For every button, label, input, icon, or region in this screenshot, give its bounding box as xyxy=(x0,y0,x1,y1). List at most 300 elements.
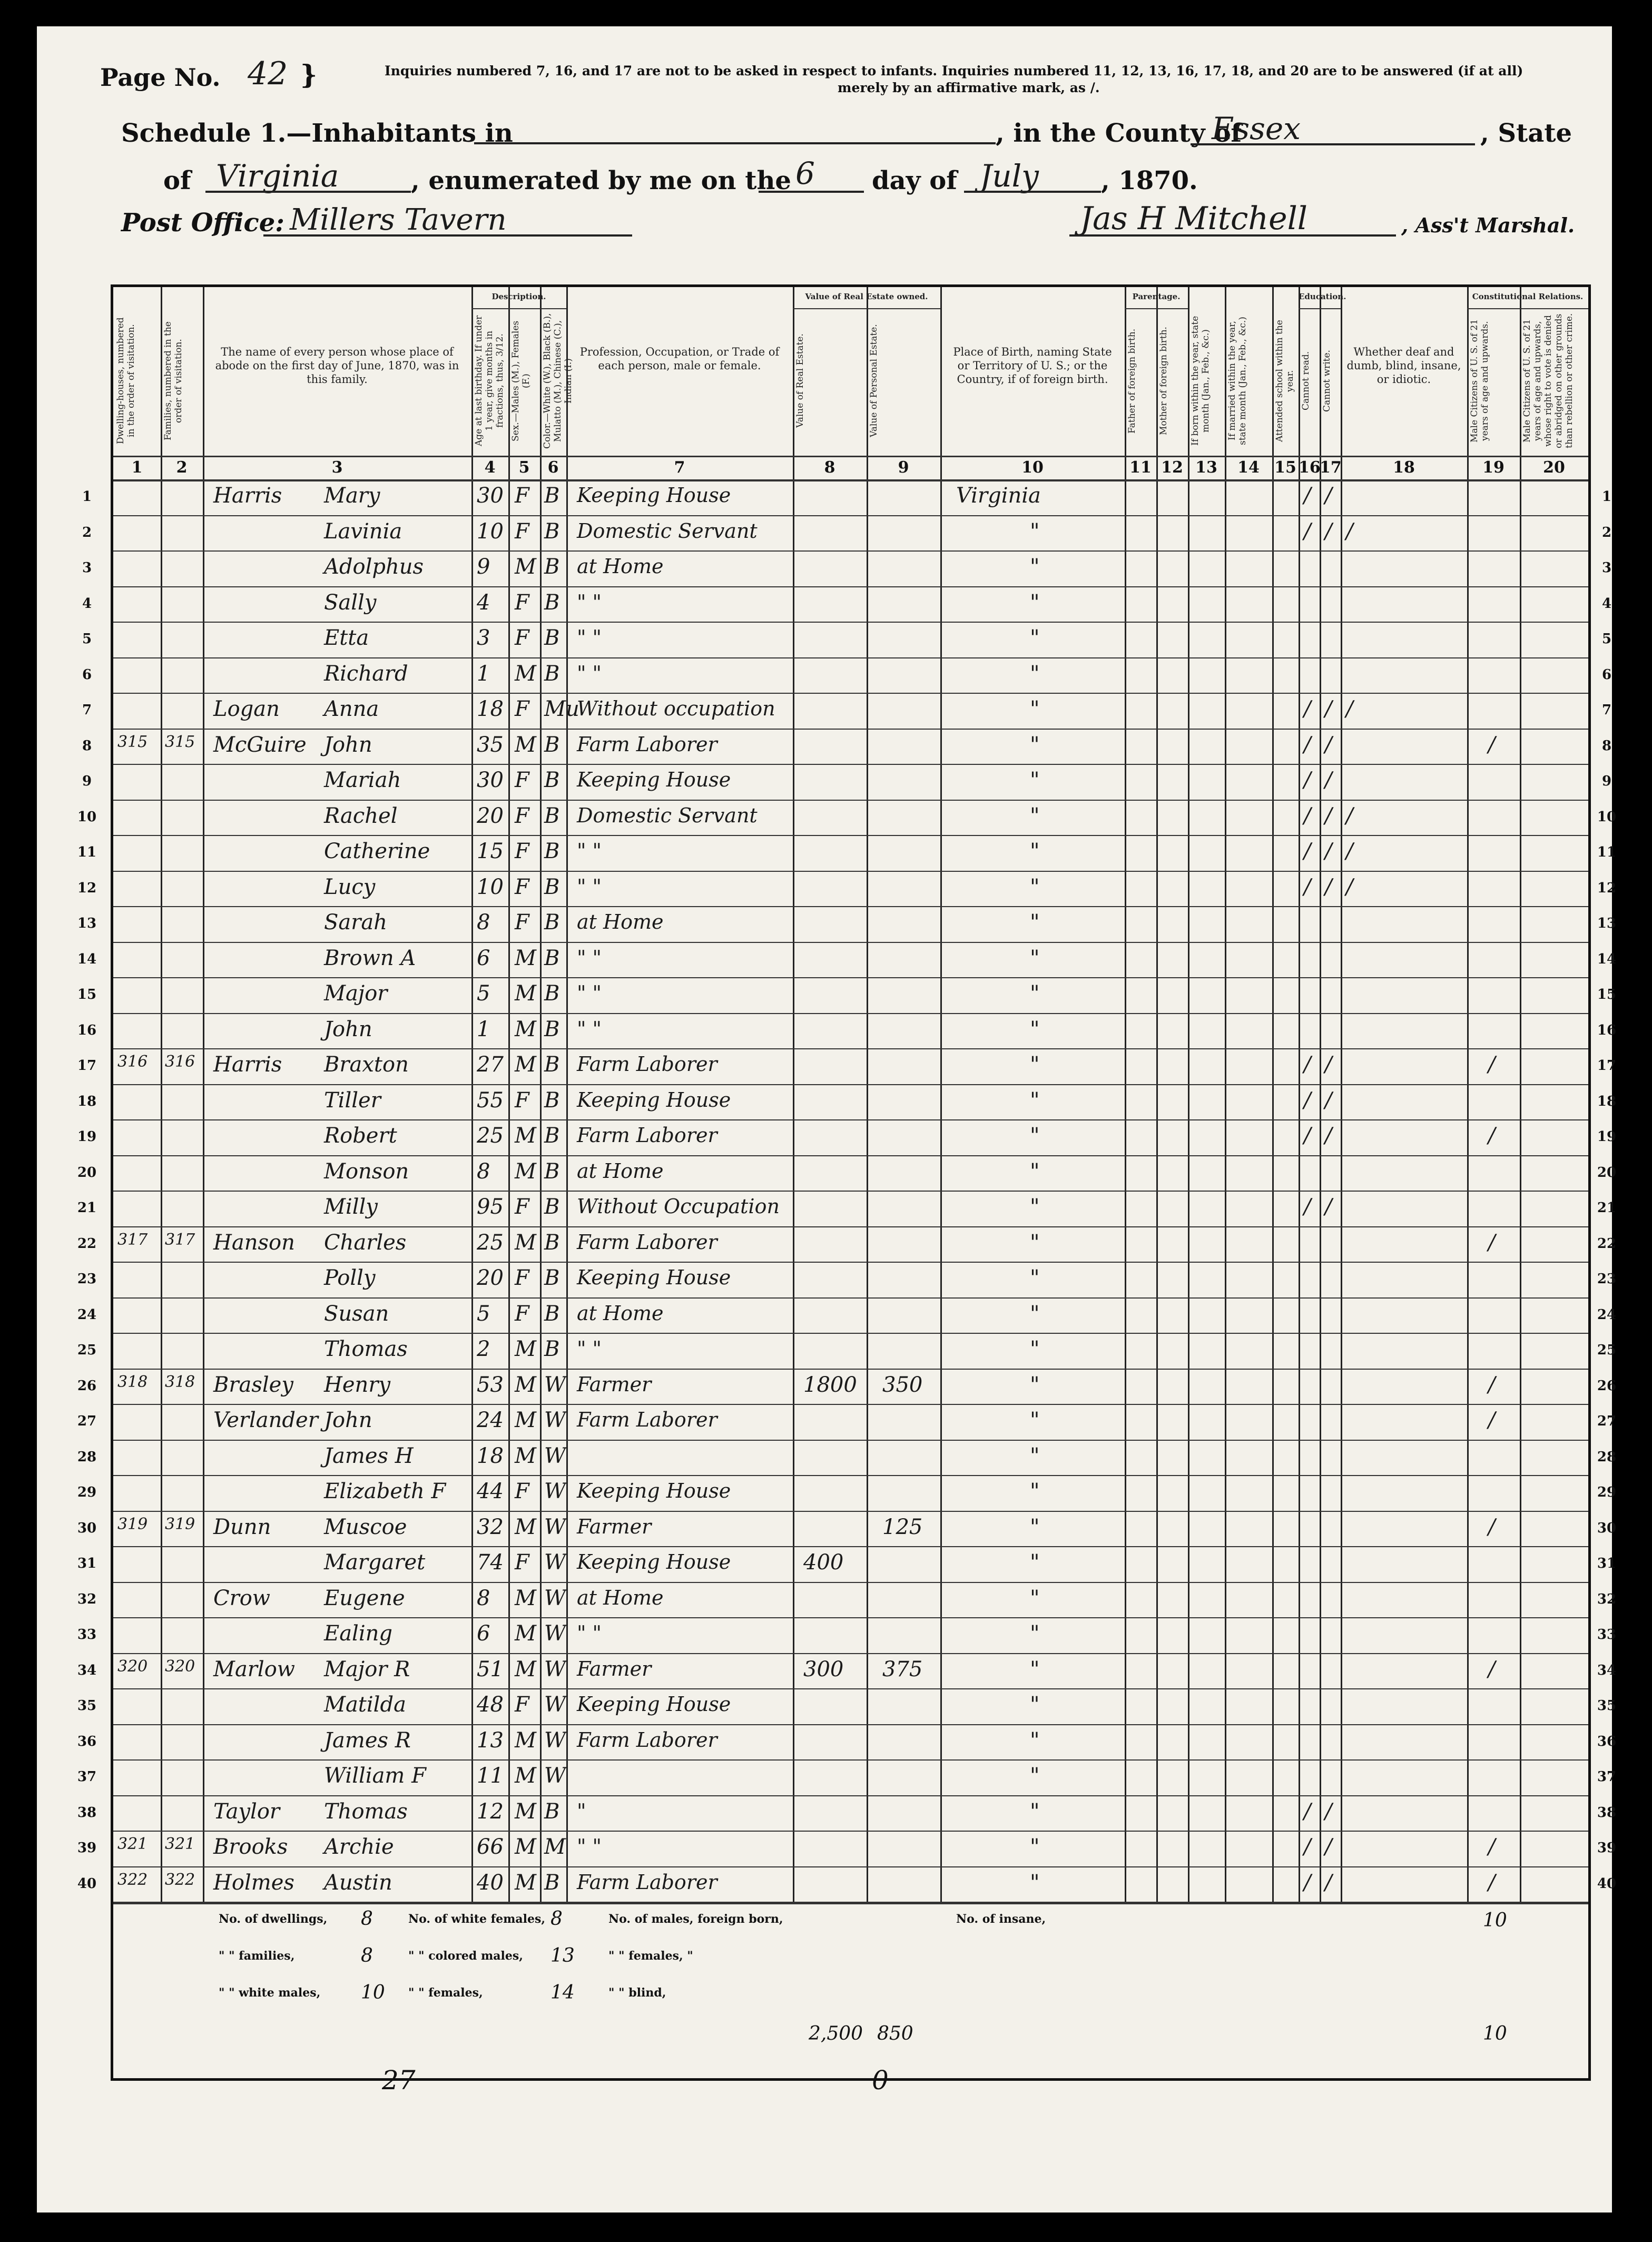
sex: F xyxy=(515,1195,529,1219)
birthplace: " xyxy=(1030,1657,1040,1682)
given-name: John xyxy=(324,732,372,757)
birthplace: " xyxy=(1030,1693,1040,1717)
color: B xyxy=(544,590,560,615)
sex: M xyxy=(515,1835,536,1859)
row-number-left: 25 xyxy=(77,1342,97,1358)
age: 66 xyxy=(477,1835,504,1859)
birthplace: " xyxy=(1030,1301,1040,1326)
age: 12 xyxy=(477,1799,504,1824)
row-number-right: 28 xyxy=(1597,1449,1617,1465)
cannot-write-mark: / xyxy=(1325,697,1332,721)
row-number-right: 32 xyxy=(1597,1591,1617,1607)
citizen-mark: / xyxy=(1488,1835,1496,1859)
page-brace: } xyxy=(300,59,318,90)
occupation: Keeping House xyxy=(577,1088,731,1112)
given-name: Thomas xyxy=(324,1337,408,1361)
color: B xyxy=(544,484,560,508)
row-number-left: 27 xyxy=(77,1413,97,1429)
birthplace: " xyxy=(1030,1621,1040,1646)
disability-mark: / xyxy=(1346,839,1353,863)
row-number-right: 37 xyxy=(1597,1769,1617,1785)
column-header-17: Cannot write. xyxy=(1322,350,1332,412)
color: W xyxy=(544,1550,566,1575)
row-rule xyxy=(113,1013,1588,1014)
sex: F xyxy=(515,626,529,650)
column-divider xyxy=(1320,287,1321,1902)
row-rule xyxy=(113,1262,1588,1263)
column-number-15: 15 xyxy=(1274,458,1296,477)
color: B xyxy=(544,1159,560,1184)
given-name: Mary xyxy=(324,484,380,508)
color: B xyxy=(544,661,560,686)
birthplace: " xyxy=(1030,874,1040,899)
color: W xyxy=(544,1408,566,1432)
column-number-2: 2 xyxy=(176,458,188,477)
occupation: Keeping House xyxy=(577,484,731,507)
dwelling-number: 315 xyxy=(117,732,148,751)
color: B xyxy=(544,1017,560,1041)
row-number-right: 25 xyxy=(1597,1342,1617,1358)
given-name: Rachel xyxy=(324,803,398,828)
enumerated-label: , enumerated by me on the xyxy=(411,166,791,195)
row-number-right: 20 xyxy=(1597,1164,1617,1181)
given-name: John xyxy=(324,1408,372,1432)
column-number-13: 13 xyxy=(1195,458,1217,477)
column-number-20: 20 xyxy=(1543,458,1565,477)
column-divider xyxy=(1272,287,1274,1902)
color: B xyxy=(544,874,560,899)
column-divider xyxy=(1156,287,1158,1902)
row-rule xyxy=(113,1440,1588,1441)
surname: Logan xyxy=(213,697,280,721)
birthplace: " xyxy=(1030,1159,1040,1184)
sex: F xyxy=(515,697,529,721)
column-number-10: 10 xyxy=(1021,458,1044,477)
cannot-read-mark: / xyxy=(1304,519,1311,544)
row-number-right: 40 xyxy=(1597,1875,1617,1892)
birthplace: " xyxy=(1030,1835,1040,1859)
state-label: , State xyxy=(1480,119,1572,148)
row-number-right: 5 xyxy=(1601,631,1612,647)
row-rule xyxy=(113,1653,1588,1654)
occupation: " " xyxy=(577,981,602,1005)
age: 44 xyxy=(477,1479,504,1503)
census-table xyxy=(77,284,1617,2096)
occupation: " " xyxy=(577,661,602,685)
row-number-left: 19 xyxy=(77,1129,97,1145)
sex: F xyxy=(515,484,529,508)
summary-foreign-males-label: No. of males, foreign born, xyxy=(608,1912,783,1926)
birthplace: " xyxy=(1030,1230,1040,1255)
given-name: Anna xyxy=(324,697,379,721)
cannot-write-mark: / xyxy=(1325,1870,1332,1895)
column-header-3: The name of every person whose place of abode on the first day of June, 1870, was in this family. xyxy=(215,346,459,386)
dwelling-number: 318 xyxy=(117,1372,148,1391)
row-rule xyxy=(113,1404,1588,1405)
row-number-left: 26 xyxy=(77,1378,97,1394)
sex: F xyxy=(515,519,529,544)
sex: M xyxy=(515,1337,536,1361)
row-number-left: 2 xyxy=(82,524,92,540)
age: 51 xyxy=(477,1657,504,1682)
age: 2 xyxy=(477,1337,490,1361)
row-rule xyxy=(113,1155,1588,1156)
row-number-left: 6 xyxy=(82,666,92,683)
row-rule xyxy=(113,835,1588,836)
page-label: Page No. xyxy=(100,63,221,92)
row-rule xyxy=(113,871,1588,872)
age: 5 xyxy=(477,1301,490,1326)
real-estate-value: 400 xyxy=(803,1550,844,1575)
age: 8 xyxy=(477,1586,490,1610)
cannot-write-mark: / xyxy=(1325,1835,1332,1859)
birthplace: " xyxy=(1030,839,1040,863)
row-number-right: 1 xyxy=(1601,489,1612,505)
color: B xyxy=(544,1870,560,1895)
given-name: Catherine xyxy=(324,839,430,863)
cannot-read-mark: / xyxy=(1304,803,1311,828)
sex: M xyxy=(515,981,536,1006)
sex: M xyxy=(515,1443,536,1468)
birthplace: " xyxy=(1030,1017,1040,1041)
row-number-right: 29 xyxy=(1597,1484,1617,1500)
row-number-left: 31 xyxy=(77,1556,97,1571)
personal-estate-value: 375 xyxy=(882,1657,923,1682)
sex: F xyxy=(515,874,529,899)
row-number-left: 4 xyxy=(82,595,92,612)
surname: Harris xyxy=(213,1053,282,1077)
row-number-right: 22 xyxy=(1597,1235,1617,1252)
age: 25 xyxy=(477,1124,504,1148)
row-number-right: 13 xyxy=(1597,916,1617,931)
state-underline xyxy=(205,191,411,193)
sex: F xyxy=(515,910,529,935)
age: 32 xyxy=(477,1515,504,1539)
column-number-16: 16 xyxy=(1299,458,1321,477)
sex: M xyxy=(515,1372,536,1397)
occupation: Keeping House xyxy=(577,1693,731,1716)
surname: Holmes xyxy=(213,1870,294,1895)
column-divider xyxy=(940,287,942,1902)
post-office-value: Millers Tavern xyxy=(290,203,507,237)
row-rule xyxy=(113,942,1588,943)
sex: M xyxy=(515,1017,536,1041)
row-rule xyxy=(113,764,1588,765)
row-rule xyxy=(113,1688,1588,1689)
color: B xyxy=(544,1230,560,1255)
birthplace: " xyxy=(1030,1550,1040,1575)
given-name: Robert xyxy=(324,1124,397,1148)
birthplace: " xyxy=(1030,626,1040,650)
cannot-read-mark: / xyxy=(1304,874,1311,899)
row-rule xyxy=(113,977,1588,978)
summary-families-label: " " families, xyxy=(219,1949,295,1963)
color: W xyxy=(544,1372,566,1397)
surname: Dunn xyxy=(213,1515,271,1539)
column-divider xyxy=(867,287,868,1902)
column-divider xyxy=(508,287,510,1902)
row-number-left: 32 xyxy=(77,1591,97,1607)
color: B xyxy=(544,1337,560,1361)
group-header-rule xyxy=(793,308,940,309)
birthplace: " xyxy=(1030,1124,1040,1148)
age: 55 xyxy=(477,1088,504,1113)
birthplace: " xyxy=(1030,1443,1040,1468)
given-name: Braxton xyxy=(324,1053,409,1077)
row-number-left: 38 xyxy=(77,1804,97,1821)
occupation: at Home xyxy=(577,1301,664,1325)
occupation: at Home xyxy=(577,555,664,578)
row-rule xyxy=(113,586,1588,587)
row-rule xyxy=(113,906,1588,907)
birthplace: " xyxy=(1030,1195,1040,1219)
column-number-6: 6 xyxy=(547,458,559,477)
surname: Brasley xyxy=(213,1372,293,1397)
row-number-right: 33 xyxy=(1597,1627,1617,1643)
column-header-9: Value of Personal Estate. xyxy=(869,324,879,438)
column-divider xyxy=(793,287,794,1902)
surname: Brooks xyxy=(213,1835,288,1859)
group-header-rule xyxy=(471,308,566,309)
birthplace: " xyxy=(1030,1053,1040,1077)
row-rule xyxy=(113,1795,1588,1796)
row-rule xyxy=(113,1546,1588,1547)
given-name: Margaret xyxy=(324,1550,426,1575)
family-number: 322 xyxy=(165,1870,195,1889)
row-number-left: 9 xyxy=(82,773,92,789)
occupation: Farm Laborer xyxy=(577,1230,717,1254)
occupation: Keeping House xyxy=(577,1479,731,1502)
given-name: William F xyxy=(324,1764,426,1788)
birthplace: " xyxy=(1030,1586,1040,1610)
row-number-left: 7 xyxy=(82,702,92,718)
cannot-read-mark: / xyxy=(1304,1053,1311,1077)
color: B xyxy=(544,839,560,863)
inquiry-note-2: merely by an affirmative mark, as /. xyxy=(838,80,1100,95)
marshal-underline xyxy=(1069,234,1396,237)
summary-white-females-label: No. of white females, xyxy=(408,1912,546,1926)
row-number-right: 10 xyxy=(1597,809,1617,825)
dwelling-number: 321 xyxy=(117,1835,148,1853)
age: 18 xyxy=(477,1443,504,1468)
row-number-left: 16 xyxy=(77,1022,97,1038)
age: 13 xyxy=(477,1728,504,1753)
birthplace: " xyxy=(1030,661,1040,686)
color: B xyxy=(544,1266,560,1290)
family-number: 315 xyxy=(165,732,195,751)
age: 40 xyxy=(477,1870,504,1895)
row-number-left: 39 xyxy=(77,1840,97,1856)
row-rule xyxy=(113,1119,1588,1120)
given-name: Charles xyxy=(324,1230,407,1255)
row-number-right: 34 xyxy=(1597,1662,1617,1678)
row-rule xyxy=(113,1475,1588,1476)
column-divider xyxy=(1188,287,1189,1902)
birthplace: " xyxy=(1030,1764,1040,1788)
given-name: Etta xyxy=(324,626,369,650)
row-rule xyxy=(113,657,1588,658)
color: B xyxy=(544,519,560,544)
summary-personal-total: 850 xyxy=(877,2023,913,2044)
column-divider xyxy=(1520,287,1521,1902)
sex: M xyxy=(515,1870,536,1895)
occupation: " " xyxy=(577,1337,602,1360)
occupation: Domestic Servant xyxy=(577,803,758,827)
of-label: of xyxy=(163,166,191,195)
summary-families-value: 8 xyxy=(361,1945,373,1966)
age: 74 xyxy=(477,1550,504,1575)
row-number-left: 33 xyxy=(77,1627,97,1643)
column-divider xyxy=(1299,287,1300,1902)
occupation: Farmer xyxy=(577,1657,652,1680)
given-name: Major xyxy=(324,981,388,1006)
given-name: Thomas xyxy=(324,1799,408,1824)
row-rule xyxy=(113,1226,1588,1227)
surname: Taylor xyxy=(213,1799,280,1824)
row-rule xyxy=(113,622,1588,623)
column-header-10: Place of Birth, naming State or Territory of U. S.; or the Country, if of foreign birth. xyxy=(953,346,1112,386)
row-rule xyxy=(113,800,1588,801)
surname: McGuire xyxy=(213,732,307,757)
column-number-1: 1 xyxy=(131,458,143,477)
given-name: Adolphus xyxy=(324,555,424,579)
sex: M xyxy=(515,1515,536,1539)
surname: Crow xyxy=(213,1586,271,1610)
group-header-description: Description. xyxy=(491,292,546,301)
citizen-mark: / xyxy=(1488,1657,1496,1682)
row-number-right: 8 xyxy=(1601,738,1612,754)
given-name: Polly xyxy=(324,1266,376,1290)
day-value: 6 xyxy=(795,155,815,191)
header-rule xyxy=(113,456,1588,457)
birthplace: Virginia xyxy=(956,484,1041,508)
sex: M xyxy=(515,1799,536,1824)
real-estate-value: 1800 xyxy=(803,1372,857,1397)
row-number-right: 12 xyxy=(1597,880,1617,896)
birthplace: " xyxy=(1030,768,1040,792)
row-number-right: 19 xyxy=(1597,1129,1617,1145)
citizen-mark: / xyxy=(1488,1372,1496,1397)
birthplace: " xyxy=(1030,910,1040,935)
row-rule xyxy=(113,515,1588,516)
cannot-read-mark: / xyxy=(1304,484,1311,508)
column-header-14: If married within the year, state month (Jan., Feb., &c.) xyxy=(1227,317,1248,445)
sex: M xyxy=(515,1728,536,1753)
age: 8 xyxy=(477,1159,490,1184)
sex: F xyxy=(515,839,529,863)
column-header-20: Male Citizens of U. S. of 21 years of age and upwards, whose right to vote is denied or abridged on other grounds than rebellion or other crime. xyxy=(1522,313,1575,449)
birthplace: " xyxy=(1030,590,1040,615)
row-number-right: 27 xyxy=(1597,1413,1617,1429)
given-name: Sarah xyxy=(324,910,387,935)
row-rule xyxy=(113,1759,1588,1761)
column-header-11: Father of foreign birth. xyxy=(1127,328,1137,434)
color: W xyxy=(544,1586,566,1610)
occupation: " " xyxy=(577,626,602,649)
group-header-rule xyxy=(1125,308,1188,309)
summary-colored-females-label: " " females, xyxy=(408,1986,483,2000)
cannot-read-mark: / xyxy=(1304,1195,1311,1219)
summary-white-females-value: 8 xyxy=(550,1908,563,1930)
cannot-write-mark: / xyxy=(1325,1195,1332,1219)
cannot-write-mark: / xyxy=(1325,1124,1332,1148)
row-number-left: 40 xyxy=(77,1875,97,1892)
disability-mark: / xyxy=(1346,697,1353,721)
row-number-right: 39 xyxy=(1597,1840,1617,1856)
family-number: 319 xyxy=(165,1515,195,1533)
age: 35 xyxy=(477,732,504,757)
column-number-7: 7 xyxy=(674,458,685,477)
cannot-read-mark: / xyxy=(1304,1088,1311,1113)
column-number-12: 12 xyxy=(1161,458,1183,477)
birthplace: " xyxy=(1030,1870,1040,1895)
citizen-mark: / xyxy=(1488,732,1496,757)
summary-real-total: 2,500 xyxy=(809,2023,863,2044)
sex: F xyxy=(515,1088,529,1113)
occupation: " " xyxy=(577,1835,602,1858)
given-name: James H xyxy=(324,1443,414,1468)
row-number-left: 17 xyxy=(77,1058,97,1074)
given-name: Brown A xyxy=(324,946,416,970)
column-header-7: Profession, Occupation, or Trade of each person, male or female. xyxy=(579,346,780,372)
county-value: Essex xyxy=(1212,111,1301,146)
row-number-left: 22 xyxy=(77,1235,97,1252)
given-name: Major R xyxy=(324,1657,410,1682)
cannot-read-mark: / xyxy=(1304,732,1311,757)
citizen-mark: / xyxy=(1488,1515,1496,1539)
column-header-5: Sex.—Males (M.), Females (F.) xyxy=(510,320,532,441)
row-rule xyxy=(113,1511,1588,1512)
disability-mark: / xyxy=(1346,803,1353,828)
cannot-read-mark: / xyxy=(1304,1835,1311,1859)
surname: Verlander xyxy=(213,1408,318,1432)
age: 18 xyxy=(477,697,504,721)
summary-dwellings-label: No. of dwellings, xyxy=(219,1912,328,1926)
column-number-19: 19 xyxy=(1482,458,1504,477)
column-number-17: 17 xyxy=(1320,458,1342,477)
color: B xyxy=(544,1301,560,1326)
row-number-left: 13 xyxy=(77,916,97,931)
cannot-write-mark: / xyxy=(1325,519,1332,544)
column-header-15: Attended school within the year. xyxy=(1274,320,1295,442)
month-value: July xyxy=(980,158,1039,194)
group-header-value-estate: Value of Real Estate owned. xyxy=(805,292,928,301)
row-number-right: 16 xyxy=(1597,1022,1617,1038)
color: B xyxy=(544,732,560,757)
occupation: " " xyxy=(577,946,602,969)
occupation: Keeping House xyxy=(577,768,731,791)
cannot-write-mark: / xyxy=(1325,1053,1332,1077)
row-number-right: 15 xyxy=(1597,987,1617,1002)
given-name: Elizabeth F xyxy=(324,1479,446,1503)
row-number-left: 14 xyxy=(77,951,97,967)
row-number-left: 34 xyxy=(77,1662,97,1678)
birthplace: " xyxy=(1030,1479,1040,1503)
occupation: " " xyxy=(577,874,602,898)
sex: M xyxy=(515,661,536,686)
column-number-9: 9 xyxy=(898,458,909,477)
age: 6 xyxy=(477,946,490,970)
age: 24 xyxy=(477,1408,504,1432)
group-header-rule xyxy=(1467,308,1588,309)
row-rule xyxy=(113,1724,1588,1725)
row-number-left: 35 xyxy=(77,1698,97,1714)
row-rule xyxy=(113,1084,1588,1085)
sex: M xyxy=(515,1053,536,1077)
row-number-right: 21 xyxy=(1597,1200,1617,1216)
personal-estate-value: 350 xyxy=(882,1372,923,1397)
cannot-write-mark: / xyxy=(1325,839,1332,863)
